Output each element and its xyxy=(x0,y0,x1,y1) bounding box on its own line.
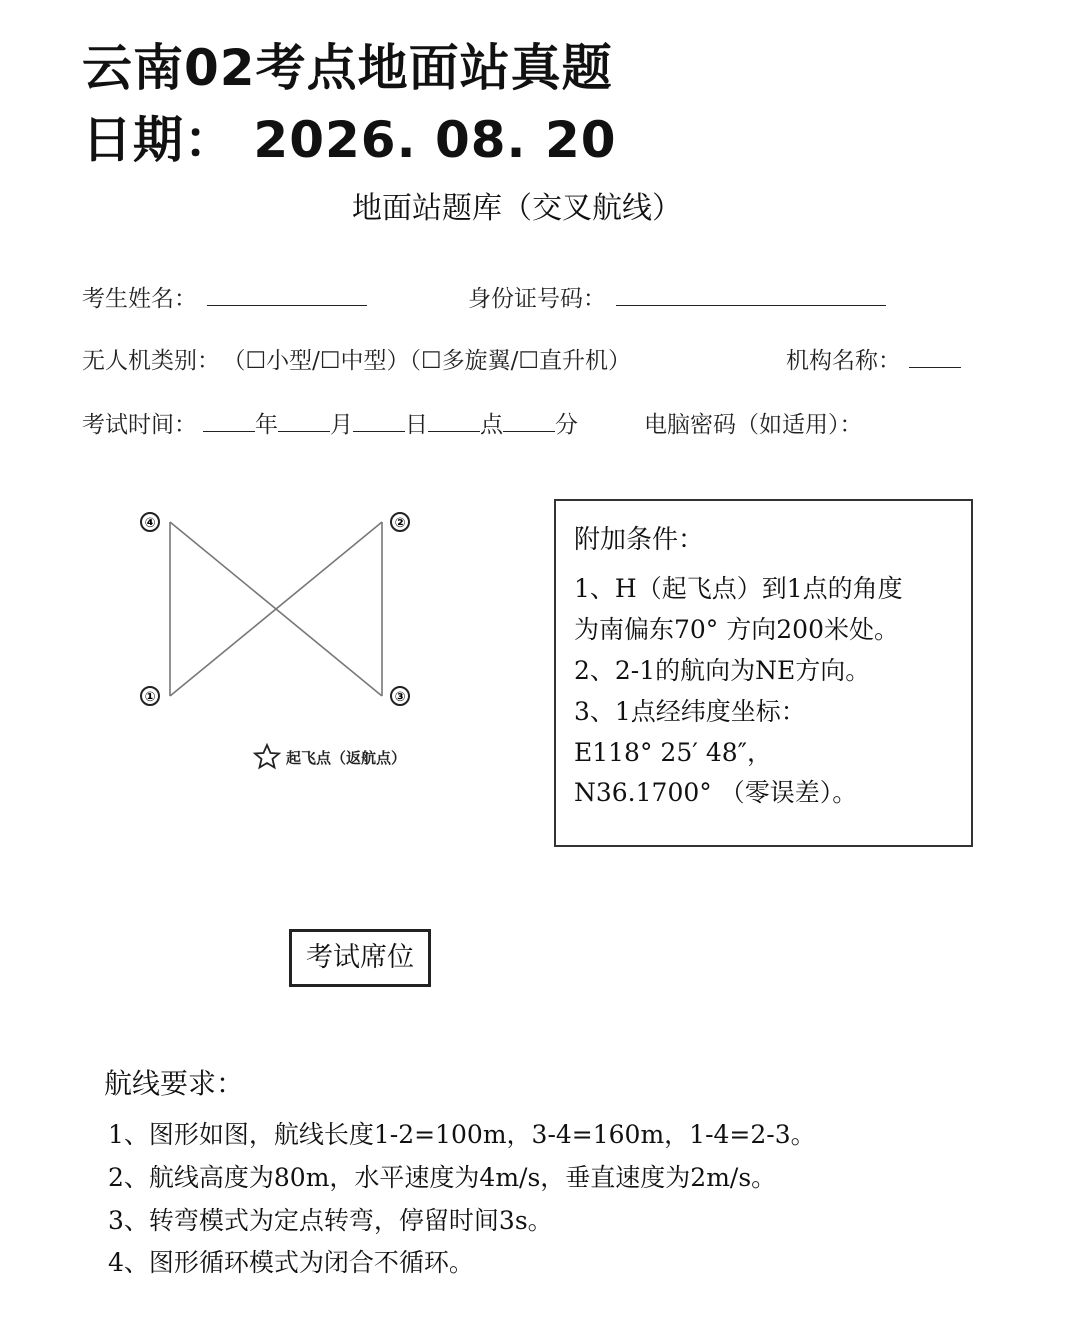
org-name-blank[interactable] xyxy=(909,366,961,368)
svg-text:④: ④ xyxy=(144,516,156,531)
hour-blank[interactable] xyxy=(428,430,480,432)
condition-line: 2、2-1的航向为NE方向。 xyxy=(574,656,871,685)
requirement-item: 2、航线高度为80m，水平速度为4m/s，垂直速度为2m/s。 xyxy=(108,1163,777,1192)
svg-text:③: ③ xyxy=(394,690,406,705)
candidate-name-label: 考生姓名： xyxy=(82,286,197,312)
conditions-box xyxy=(554,499,973,847)
candidate-name-row xyxy=(82,280,367,313)
hour-unit: 点 xyxy=(480,412,503,438)
waypoint-3 xyxy=(391,687,409,705)
org-name-label: 机构名称： xyxy=(786,348,901,374)
condition-line: 为南偏东70° 方向200米处。 xyxy=(574,615,899,644)
day-unit: 日 xyxy=(405,412,428,438)
page-title: 云南02考点地面站真题 xyxy=(82,39,613,97)
requirement-item: 4、图形循环模式为闭合不循环。 xyxy=(108,1248,474,1277)
id-number-label: 身份证号码： xyxy=(468,286,606,312)
month-blank[interactable] xyxy=(278,430,330,432)
waypoint-2 xyxy=(391,513,409,531)
drone-category-options[interactable]: （☐小型/☐中型）（☐多旋翼/☐直升机） xyxy=(234,348,631,374)
exam-time-row xyxy=(82,406,578,439)
org-name-row xyxy=(786,342,961,375)
drone-category-label: 无人机类别： xyxy=(82,348,220,374)
star-outline-icon xyxy=(255,745,279,768)
condition-line: N36.1700° （零误差）。 xyxy=(574,778,858,807)
year-blank[interactable] xyxy=(203,430,255,432)
candidate-name-blank[interactable] xyxy=(207,304,367,306)
year-unit: 年 xyxy=(255,412,278,438)
pc-password-label: 电脑密码（如适用）： xyxy=(644,412,863,438)
minute-blank[interactable] xyxy=(503,430,555,432)
svg-text:①: ① xyxy=(144,690,156,705)
waypoint-1 xyxy=(141,687,159,705)
condition-line: 1、H（起飞点）到1点的角度 xyxy=(574,574,903,603)
id-number-row xyxy=(468,280,886,313)
id-number-blank[interactable] xyxy=(616,304,886,306)
condition-line: E118° 25′ 48″， xyxy=(574,738,772,767)
exam-seat-label: 考试席位 xyxy=(289,929,431,987)
route-diagram xyxy=(120,500,560,790)
requirements-title: 航线要求： xyxy=(104,1067,245,1100)
drone-category-row xyxy=(82,342,631,375)
month-unit: 月 xyxy=(330,412,353,438)
waypoint-4 xyxy=(141,513,159,531)
day-blank[interactable] xyxy=(353,430,405,432)
exam-time-label: 考试时间： xyxy=(82,412,197,438)
requirement-item: 3、转弯模式为定点转弯，停留时间3s。 xyxy=(108,1206,553,1235)
minute-unit: 分 xyxy=(555,412,578,438)
exam-date: 日期： 2026. 08. 20 xyxy=(82,111,617,169)
svg-text:②: ② xyxy=(394,516,406,531)
requirement-item: 1、图形如图，航线长度1-2=100m，3-4=160m，1-4=2-3。 xyxy=(108,1120,816,1149)
takeoff-label: 起飞点（返航点） xyxy=(286,749,407,767)
condition-line: 3、1点经纬度坐标： xyxy=(574,697,806,726)
conditions-title: 附加条件： xyxy=(574,525,705,555)
document-subtitle: 地面站题库（交叉航线） xyxy=(352,191,682,226)
